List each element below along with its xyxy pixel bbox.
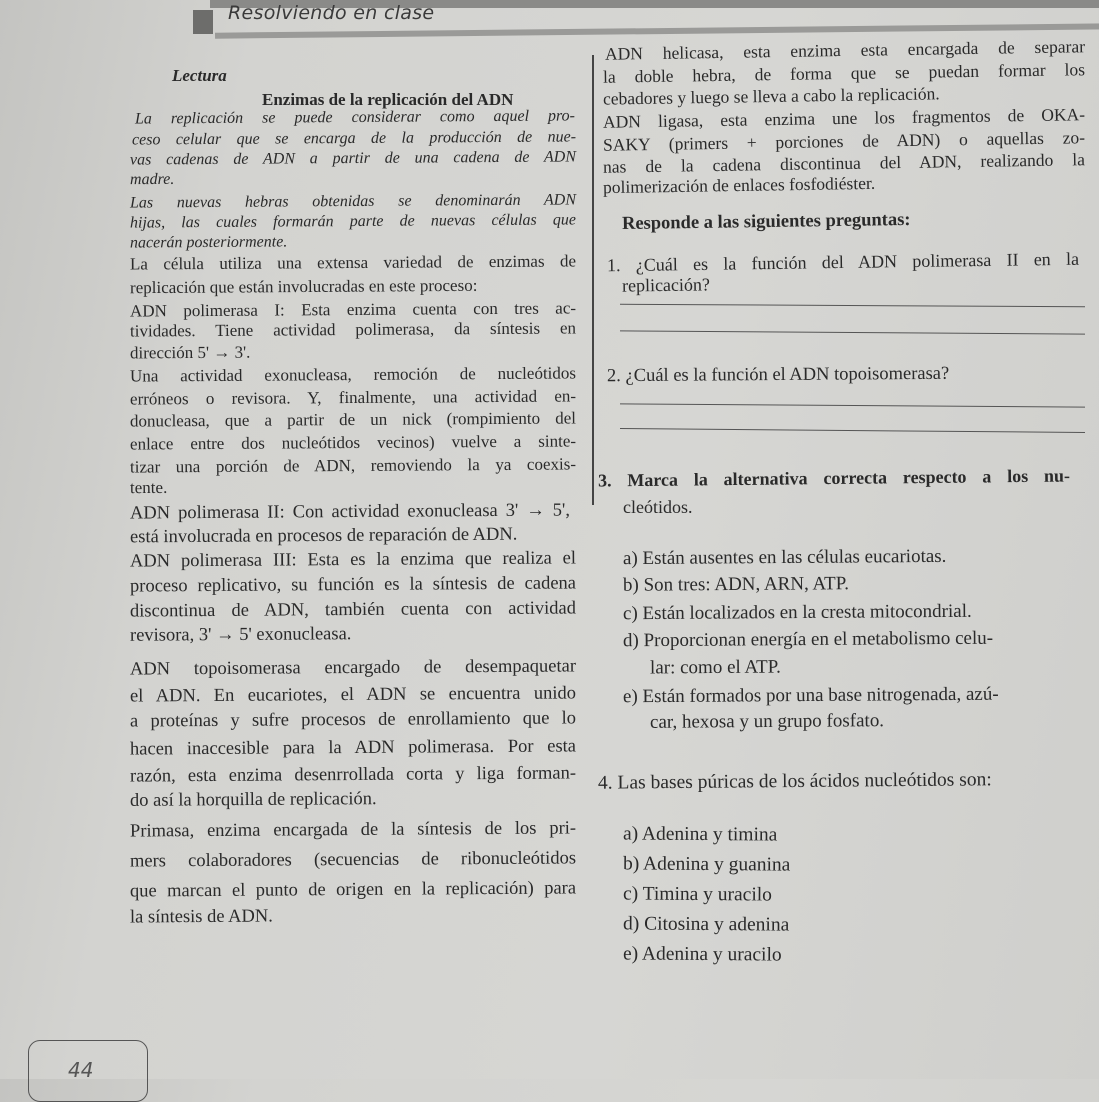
- question-3-option: car, hexosa y un grupo fosfato.: [649, 710, 885, 733]
- question-3-option: e) Están formados por una base nitrogenada, azú-: [622, 683, 999, 708]
- question-4-option: b) Adenina y guanina: [622, 853, 791, 876]
- reading-line: está involucrada en procesos de reparación de ADN.: [129, 524, 518, 548]
- reading-line: revisora, 3' → 5' exonucleasa.: [129, 624, 352, 646]
- reading-title: Enzimas de la replicación del ADN: [262, 90, 514, 109]
- reading-line: vas cadenas de ADN a partir de una cadena de ADN: [129, 148, 577, 169]
- reading-line: Una actividad exonucleasa, remoción de nucleótidos: [129, 363, 577, 386]
- question-4-option: e) Adenina y uracilo: [622, 943, 782, 966]
- reading-line: dirección 5' → 3'.: [129, 342, 251, 363]
- reading-line: tente.: [129, 477, 168, 498]
- reading-line: replicación que están involucradas en este proceso:: [129, 275, 478, 298]
- reading-line: Primasa, enzima encargada de la síntesis de los pri-: [129, 818, 577, 842]
- question-1: replicación?: [621, 274, 711, 296]
- answer-line[interactable]: [620, 403, 1085, 407]
- reading-line: Las nuevas hebras obtenidas se denominarán ADN: [129, 191, 577, 212]
- reading-line: do así la horquilla de replicación.: [129, 789, 377, 811]
- reading-line: La célula utiliza una extensa variedad de enzimas de: [129, 251, 577, 274]
- question-1: 1. ¿Cuál es la función del ADN polimerasa II en la: [606, 248, 1080, 276]
- answer-line[interactable]: [620, 304, 1085, 307]
- reading-line: tividades. Tiene actividad polimerasa, da síntesis en: [129, 318, 577, 341]
- header-block: [193, 10, 213, 34]
- reading-line: mers colaboradores (secuencias de ribonucleótidos: [129, 848, 577, 872]
- question-4-option: c) Timina y uracilo: [622, 883, 773, 906]
- section-header-title: Resolviendo en clase: [228, 2, 435, 24]
- question-4-option: a) Adenina y timina: [622, 823, 778, 846]
- reading-line: ADN polimerasa II: Con actividad exonucleasa 3' → 5',: [129, 500, 571, 524]
- reading-line: erróneos o revisora. Y, finalmente, una actividad en-: [129, 386, 577, 409]
- reading-line: hijas, las cuales formarán parte de nuevas células que: [129, 211, 577, 232]
- header-underline: [215, 23, 1099, 38]
- reading-line: hacen inaccesible para la ADN polimerasa. Por esta: [129, 736, 577, 760]
- reading-line: tizar una porción de ADN, removiendo la ya coexis-: [129, 454, 577, 477]
- reading-label: Lectura: [172, 66, 227, 85]
- question-3-option: b) Son tres: ADN, ARN, ATP.: [622, 573, 849, 596]
- reading-line: nacerán posteriormente.: [129, 233, 288, 252]
- question-3-option: lar: como el ATP.: [649, 656, 781, 679]
- column-divider: [592, 55, 594, 505]
- reading-line: el ADN. En eucariotes, el ADN se encuentra unido: [129, 683, 577, 707]
- question-4: 4. Las bases púricas de los ácidos nucleótidos son:: [597, 769, 992, 794]
- reading-line: madre.: [129, 170, 175, 189]
- reading-line: ADN ligasa, esta enzima une los fragmentos de OKA-: [602, 104, 1086, 132]
- reading-line: donucleasa, que a partir de un nick (rompimiento del: [129, 408, 577, 431]
- reading-line: proceso replicativo, su función es la síntesis de cadena: [129, 573, 577, 597]
- reading-line: ceso celular que se encarga de la producción de nue-: [131, 128, 577, 149]
- reading-line: a proteínas y sufre procesos de enrollamiento que lo: [129, 708, 577, 732]
- reading-line: ADN polimerasa I: Esta enzima cuenta con tres ac-: [129, 298, 577, 321]
- reading-line: discontinua de ADN, también cuenta con actividad: [129, 598, 577, 622]
- question-3-option: d) Proporcionan energía en el metabolismo celu-: [622, 627, 994, 652]
- question-4-option: d) Citosina y adenina: [622, 913, 790, 936]
- reading-line: ADN polimerasa III: Esta es la enzima que realiza el: [129, 548, 577, 572]
- reading-line: polimerización de enlaces fosfodiéster.: [602, 172, 876, 198]
- reading-line: La replicación se puede considerar como aquel pro-: [134, 107, 576, 128]
- reading-line: ADN topoisomerasa encargado de desempaquetar: [129, 656, 577, 680]
- reading-line: que marcan el punto de origen en la replicación) para: [129, 878, 577, 902]
- answer-line[interactable]: [620, 428, 1085, 433]
- question-3: cleótidos.: [623, 497, 693, 517]
- question-3: 3. Marca la alternativa correcta respecto a los nu-: [597, 465, 1071, 491]
- answer-line[interactable]: [620, 330, 1085, 334]
- question-3-option: a) Están ausentes en las células eucariotas.: [622, 545, 947, 570]
- reading-line: cebadores y luego se lleva a cabo la replicación.: [602, 83, 940, 109]
- question-3-option: c) Están localizados en la cresta mitocondrial.: [622, 600, 972, 625]
- question-2: 2. ¿Cuál es la función el ADN topoisomerasa?: [606, 363, 950, 387]
- reading-line: enlace entre dos nucleótidos vecinos) vuelve a sinte-: [129, 431, 577, 454]
- reading-line: la doble hebra, de forma que se puedan formar los: [602, 59, 1086, 87]
- page-number: 44: [68, 1058, 94, 1082]
- reading-line: nas de la cadena discontinua del ADN, realizando la: [602, 149, 1086, 177]
- questions-title: Responde a las siguientes preguntas:: [621, 209, 911, 235]
- reading-line: ADN helicasa, esta enzima esta encargada de separar: [604, 36, 1086, 64]
- reading-line: razón, esta enzima desenrrollada corta y liga forman-: [129, 763, 577, 787]
- reading-line: la síntesis de ADN.: [129, 906, 273, 928]
- reading-line: SAKY (primers + porciones de ADN) o aquellas zo-: [602, 127, 1086, 155]
